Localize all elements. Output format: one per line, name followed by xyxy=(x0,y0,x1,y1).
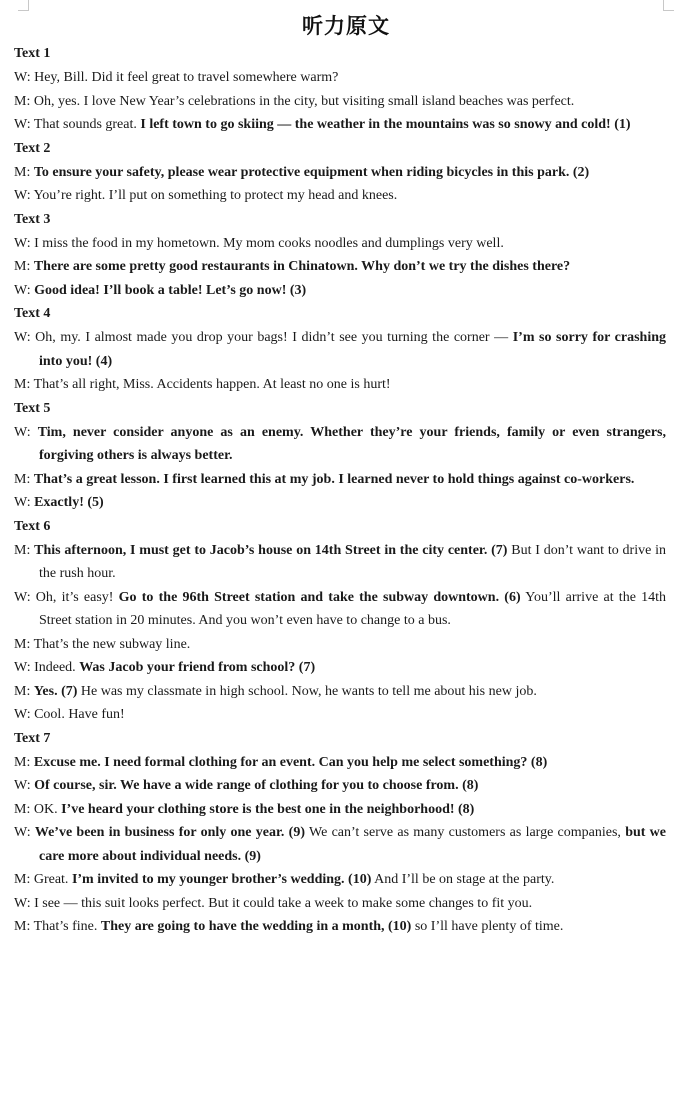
dialogue-line xyxy=(14,703,666,727)
section-heading: Text 1 xyxy=(14,46,51,61)
dialogue-line xyxy=(14,279,666,303)
section-heading: Text 2 xyxy=(14,140,51,156)
key-answer-text: Of course, sir. We have a wide range of clothing for you to choose from. (8) xyxy=(34,778,479,793)
speaker-label: W: xyxy=(14,330,31,345)
speaker-label: W: xyxy=(14,660,31,675)
speaker-label: M: xyxy=(14,919,31,934)
key-answer-text: We’ve been in business for only one year. (9) xyxy=(34,825,305,840)
line-text: Oh, it’s easy! xyxy=(35,589,119,605)
dialogue-line xyxy=(14,680,666,704)
speaker-label: M: xyxy=(14,872,31,887)
dialogue-line xyxy=(14,232,666,256)
speaker-label: M: xyxy=(14,801,31,817)
key-answer-text: Excuse me. I need formal clothing for an event. Can you help me select something? (8) xyxy=(33,754,548,770)
speaker-label: M: xyxy=(14,754,31,770)
line-text: I see — this suit looks perfect. But it could take a week to make some changes to fit you. xyxy=(34,895,533,911)
line-text: so I’ll have plenty of time. xyxy=(411,919,564,934)
key-answer-text: They are going to have the wedding in a month, (10) xyxy=(100,919,412,934)
dialogue-line xyxy=(14,751,666,775)
dialogue-line xyxy=(14,491,666,515)
speaker-label: W: xyxy=(14,117,31,132)
line-text: You’ll arrive at the 14th Street station in 20 minutes. And you won’t even have to change to a bus. xyxy=(39,589,666,628)
dialogue-line xyxy=(14,468,666,492)
dialogue-line xyxy=(14,892,666,916)
speaker-label: M: xyxy=(14,259,31,274)
dialogue-line xyxy=(14,255,666,279)
section-heading: Text 5 xyxy=(14,400,51,416)
dialogue-line xyxy=(14,66,666,90)
line-text: Indeed. xyxy=(34,660,80,675)
section-heading: Text 7 xyxy=(14,730,51,746)
dialogue-line xyxy=(14,539,666,586)
section-heading: Text 4 xyxy=(14,306,51,321)
key-answer-text: I’ve heard your clothing store is the best one in the neighborhood! (8) xyxy=(61,801,475,817)
line-text: He was my classmate in high school. Now, he wants to tell me about his new job. xyxy=(77,683,537,699)
key-answer-text: There are some pretty good restaurants in Chinatown. Why don’t we try the dishes there? xyxy=(33,259,571,274)
key-answer-text: I left town to go skiing — the weather in the mountains was so snowy and cold! (1) xyxy=(140,117,631,132)
transcript-body xyxy=(14,42,666,939)
key-answer-text: That’s a great lesson. I first learned this at my job. I learned never to hold things against co-workers. xyxy=(33,471,635,487)
dialogue-line xyxy=(14,586,666,633)
line-text: That’s all right, Miss. Accidents happen. At least no one is hurt! xyxy=(33,377,391,392)
line-text: Great. xyxy=(33,872,72,887)
speaker-label: W: xyxy=(14,589,31,605)
line-text: Oh, yes. I love New Year’s celebrations in the city, but visiting small island beaches was perfect. xyxy=(33,93,575,109)
dialogue-line xyxy=(14,113,666,137)
dialogue-line xyxy=(14,633,666,657)
speaker-label: M: xyxy=(14,93,31,109)
speaker-label: W: xyxy=(14,235,31,251)
speaker-label: W: xyxy=(14,282,31,298)
dialogue-line xyxy=(14,184,666,208)
dialogue-line xyxy=(14,326,666,373)
line-text: We can’t serve as many customers as large companies, xyxy=(305,825,626,840)
dialogue-line xyxy=(14,915,666,939)
line-text: I miss the food in my hometown. My mom cooks noodles and dumplings very well. xyxy=(34,235,504,251)
speaker-label: M: xyxy=(14,377,31,392)
key-answer-text: Yes. (7) xyxy=(33,683,78,699)
dialogue-line xyxy=(14,90,666,114)
key-answer-text: To ensure your safety, please wear protective equipment when riding bicycles in this park. (2) xyxy=(33,164,590,180)
key-answer-text: Good idea! I’ll book a table! Let’s go now! (3) xyxy=(34,282,307,298)
line-text: OK. xyxy=(33,801,62,817)
line-text: That’s the new subway line. xyxy=(33,636,191,652)
key-answer-text: Was Jacob your friend from school? (7) xyxy=(79,660,316,675)
speaker-label: M: xyxy=(14,164,31,180)
section-heading: Text 3 xyxy=(14,211,51,227)
line-text: Cool. Have fun! xyxy=(34,707,125,722)
speaker-label: W: xyxy=(14,778,31,793)
line-text: That sounds great. xyxy=(33,117,141,132)
key-answer-text: Tim, never consider anyone as an enemy. Whether they’re your friends, family or even strangers, forgiving others is always better. xyxy=(37,424,666,463)
dialogue-line xyxy=(14,161,666,185)
section-heading: Text 6 xyxy=(14,518,51,534)
speaker-label: W: xyxy=(14,707,31,722)
dialogue-line xyxy=(14,421,666,468)
page-title: 听力原文 xyxy=(302,14,390,38)
speaker-label: M: xyxy=(14,471,31,487)
dialogue-line xyxy=(14,868,666,892)
speaker-label: W: xyxy=(14,495,31,510)
speaker-label: M: xyxy=(14,636,31,652)
line-text: Hey, Bill. Did it feel great to travel somewhere warm? xyxy=(34,70,339,85)
speaker-label: M: xyxy=(14,542,31,558)
line-text: You’re right. I’ll put on something to protect my head and knees. xyxy=(33,188,398,203)
speaker-label: W: xyxy=(14,188,31,203)
speaker-label: M: xyxy=(14,683,31,699)
key-answer-text: I’m invited to my younger brother’s wedding. (10) xyxy=(71,872,372,887)
dialogue-line xyxy=(14,656,666,680)
dialogue-line xyxy=(14,373,666,397)
key-answer-text: Exactly! (5) xyxy=(34,495,104,510)
key-answer-text: but we care more about individual needs. (9) xyxy=(39,825,667,864)
line-text: But I don’t want to drive in the rush hour. xyxy=(39,542,667,581)
line-text: That’s fine. xyxy=(33,919,101,934)
speaker-label: W: xyxy=(14,424,31,440)
dialogue-line xyxy=(14,774,666,798)
line-text: And I’ll be on stage at the party. xyxy=(371,872,555,887)
key-answer-text: Go to the 96th Street station and take the subway downtown. (6) xyxy=(118,589,521,605)
key-answer-text: This afternoon, I must get to Jacob’s house on 14th Street in the city center. (7) xyxy=(34,542,508,558)
dialogue-line xyxy=(14,821,666,868)
speaker-label: W: xyxy=(14,70,31,85)
speaker-label: W: xyxy=(14,895,31,911)
dialogue-line xyxy=(14,798,666,822)
key-answer-text: I’m so sorry for crashing into you! (4) xyxy=(39,330,667,369)
line-text: Oh, my. I almost made you drop your bags! I didn’t see you turning the corner — xyxy=(35,330,513,345)
speaker-label: W: xyxy=(14,825,31,840)
